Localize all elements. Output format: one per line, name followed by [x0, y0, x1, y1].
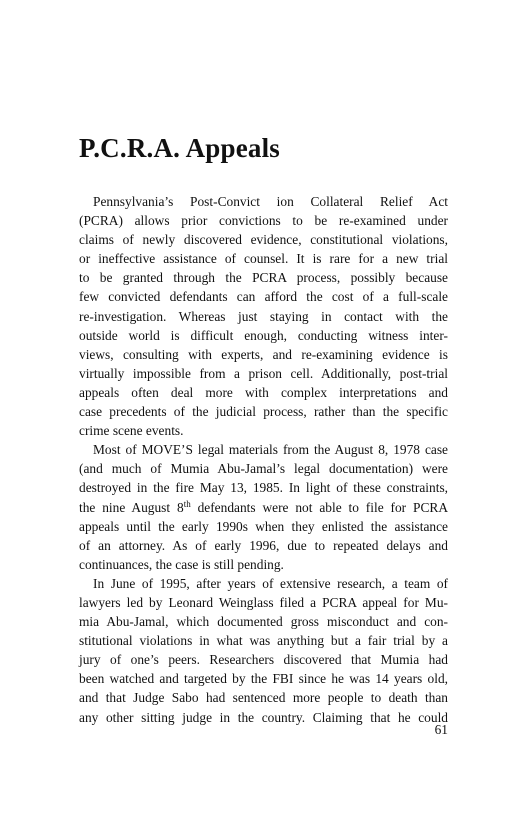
text-line: any other sitting judge in the country. Claiming that he could: [79, 709, 448, 725]
body-text: [79, 192, 448, 727]
text-line: Most of MOVE’S legal materials from the August 8, 1978 case: [93, 442, 448, 458]
text-line: (and much of Mumia Abu-Jamal’s legal documentation) were: [79, 461, 448, 477]
text-segment: defendants were not able to file for PCRA: [190, 499, 448, 515]
text-line: to be granted through the PCRA process, possibly because: [79, 270, 448, 286]
text-line: jury of one’s peers. Researchers discovered that Mumia had: [79, 652, 448, 668]
text-line: Pennsylvania’s Post-Convict ion Collateral Relief Act: [93, 194, 448, 209]
text-line: case precedents of the judicial process, rather than the specific: [79, 404, 448, 420]
paragraph-2: [79, 440, 448, 574]
text-line: destroyed in the fire May 13, 1985. In light of these constraints,: [79, 480, 448, 496]
text-line: continuances, the case is still pending.: [79, 556, 284, 572]
text-line: outside world is difficult enough, conducting witness inter-: [79, 327, 448, 343]
text-line: virtually impossible from a prison cell. Additionally, post-trial: [79, 365, 448, 381]
text-line: (PCRA) allows prior convictions to be re-examined under: [79, 213, 448, 229]
text-segment: the nine August 8: [79, 499, 184, 515]
text-line: re-investigation. Whereas just staying in contact with the: [79, 308, 448, 324]
text-line: appeals often deal more with complex interpretations and: [79, 384, 448, 400]
text-line: and that Judge Sabo had sentenced more people to death than: [79, 690, 448, 706]
page-number: 61: [434, 722, 448, 737]
text-line-with-superscript: [79, 498, 448, 517]
text-line: crime scene events.: [79, 423, 184, 439]
paragraph-3: [79, 574, 448, 727]
chapter-title: P.C.R.A. Appeals: [79, 133, 280, 163]
text-line: appeals until the early 1990s when they enlisted the assistance: [79, 518, 448, 534]
text-line: been watched and targeted by the FBI since he was 14 years old,: [79, 671, 448, 687]
text-line: claims of newly discovered evidence, constitutional violations,: [79, 232, 448, 248]
text-line: stitutional violations in what was anything but a fair trial by a: [79, 633, 448, 649]
text-line: lawyers led by Leonard Weinglass filed a PCRA appeal for Mu-: [79, 594, 448, 610]
paragraph-1: [79, 192, 448, 440]
text-line: or ineffective assistance of counsel. It is rare for a new trial: [79, 251, 448, 267]
text-line: of an attorney. As of early 1996, due to repeated delays and: [79, 537, 448, 553]
text-line: few convicted defendants can afford the cost of a full-scale: [79, 289, 448, 305]
text-line: mia Abu-Jamal, which documented gross misconduct and con-: [79, 614, 448, 630]
ordinal-superscript: th: [183, 498, 191, 509]
text-line: views, consulting with experts, and re-examining evidence is: [79, 346, 448, 362]
text-line: In June of 1995, after years of extensive research, a team of: [93, 575, 448, 591]
